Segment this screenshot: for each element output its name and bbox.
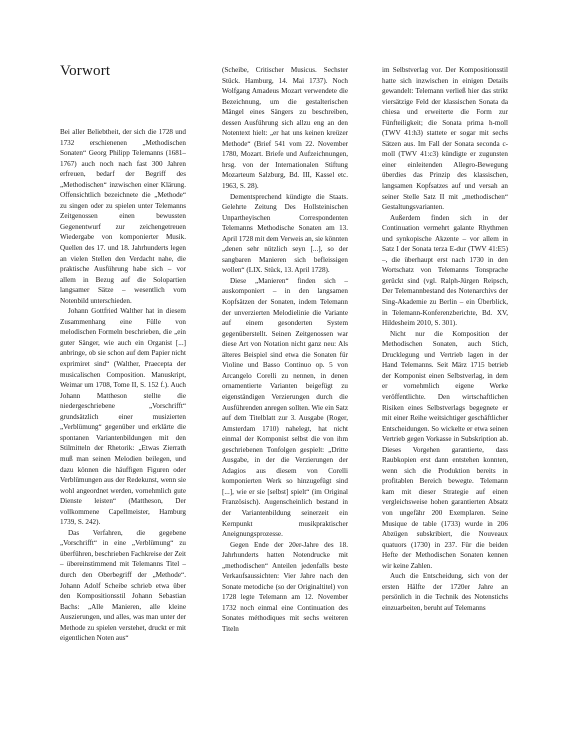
text-column-1	[60, 127, 186, 644]
paragraph: im Selbstverlag vor. Der Kompositionsstil hatte sich inzwischen in einigen Details gewandelt: Telemann verließ hier das strikt viersätzige Feld der klassischen Sonata da chiesa und erweiterte die Form zur Fünfteiligkeit; die Sonata prima h-moll (TWV 41:h3) stattete er sogar mit sechs Sätzen aus. Im Fall der Sonata seconda c-moll (TWV 41:c3) kündigte er zugunsten einer einleitenden Allegro-Bewegung überdies das Prinzip des klassischen, langsamen Kopfsatzes auf und versah an seiner Stelle Satz II mit „methodischen“ Gestaltungsvarianten.	[382, 66, 508, 212]
paragraph: Johann Gottfried Walther hat in diesem Zusammenhang eine Fülle von melodischen Formeln beschrieben, die „ein guter Sänger, wie auch ein Organist [...] anbringe, ob sie schon auf dem Papier nicht exprimiret sind“ (Walther, Praecepta der musicalischen Composition. Manuskript, Weimar um 1708, Tome II, S. 152 f.). Auch Johann Mattheson stellte die niedergeschriebene „Vorschrifft“ grundsätzlich einer musizierten „Verblümung“ gegenüber und erklärte die spontanen Variantenbildungen mit den Stilmitteln der Rhetorik: „Etwas Zierrath muß man seinen Melodien beilegen, und dazu können die häuffigen Figuren oder Verblümungen aus der Redekunst, wenn sie wohl angeordnet werden, vornehmlich gute Dienste leisten“ (Mattheson, Der vollkommene Capellmeister, Hamburg 1739, S. 242).	[60, 307, 186, 527]
page-title: Vorwort	[60, 63, 111, 79]
paragraph: Nicht nur die Komposition der Methodischen Sonaten, auch Stich, Drucklegung und Vertrieb lagen in der Hand Telemanns. Seit März 1715 betrieb der Komponist einen Selbstverlag, in dem er vornehmlich eigene Werke veröffentlichte. Den wirtschaftlichen Risiken eines Selbstverlags begegnete er mit einer Reihe weitsichtiger geschäftlicher Entscheidungen. So wickelte er etwa seinen Vertrieb gegen Vorkasse in Subskription ab. Dieses Vorgehen garantierte, dass Raubkopien erst dann entstehen konnten, wenn sich die Produktion bereits in profitablen Bereich bewegte. Telemann kam mit dieser Strategie auf einen vergleichsweise hohen garantierten Absatz von ungefähr 200 Exemplaren. Seine Musique de table (1733) wurde in 206 Abzügen subskribiert, die Nouveaux quatuors (1730) in 237. Für die beiden Hefte der Methodischen Sonaten kennen wir keine Zahlen.	[382, 329, 508, 570]
paragraph: (Scheibe, Critischer Musicus. Sechster Stück. Hamburg, 14. Mai 1737). Noch Wolfgang Amadeus Mozart verwendete die Bezeichnung, um die gestalterischen Mängel eines Sängers zu beschreiben, dessen Ausführung sich allzu eng an den Notentext hielt: „er hat uns keinen kreüzer Methode“ (Brief 541 vom 22. November 1780, Mozart. Briefe und Aufzeichnungen, hrsg. von der Internationalen Stiftung Mozarteum Salzburg, Bd. III, Kassel etc. 1963, S. 28).	[222, 66, 348, 191]
paragraph: Bei aller Beliebtheit, der sich die 1728 und 1732 erschienenen „Methodischen Sonaten“ Georg Philipp Telemanns (1681–1767) auch noch nach fast 300 Jahren erfreuen, bedarf der Begriff des „Methodischen“ inzwischen einer Klärung. Offensichtlich bezeichnete die „Methode“ zu singen oder zu spielen unter Telemanns Zeitgenossen einen bewussten Gegenentwurf zur zeichengetreuen Wiedergabe von komponierter Musik. Quellen des 17. und 18. Jahrhunderts legen an vielen Stellen den Verdacht nahe, die praktische Ausführung habe sich – vor allem in Bezug auf die Solopartien langsamer Sätze – wesentlich vom Notenbild unterschieden.	[60, 128, 186, 305]
paragraph: Außerdem finden sich in der Continuation vermehrt galante Rhythmen und synkopische Akzente – vor allem in Satz I der Sonata terza E-dur (TWV 41:E5) –, die überhaupt erst nach 1730 in den Wortschatz von Telemanns Tonsprache gerückt sind (vgl. Ralph-Jürgen Reipsch, Der Telemannbestand des Notenarchivs der Sing-Akademie zu Berlin – ein Überblick, in Telemann-Konferenzberichte, Bd. XV, Hildesheim 2010, S. 301).	[382, 213, 508, 328]
paragraph: Das Verfahren, die gegebene „Vorschrifft“ in eine „Verblümung“ zu überführen, beschrieben Fachkreise der Zeit – übereinstimmend mit Telemanns Titel – durch den Oberbegriff der „Methode“. Johann Adolf Scheibe schrieb etwa über den Kompositionsstil Johann Sebastian Bachs: „Alle Manieren, alle kleine Auszierungen, und alles, was man unter der Methode zu spielen verstehet, druckt er mit eigentlichen Noten aus“	[60, 528, 186, 643]
text-column-3	[382, 65, 508, 613]
paragraph: Gegen Ende der 20er-Jahre des 18. Jahrhunderts hatten Notendrucke mit „methodischen“ Anteilen jedenfalls beste Verkaufsaussichten: Vier Jahre nach den Sonate metodiche (so der Originaltitel) von 1728 legte Telemann am 12. November 1732 noch einmal eine Continuation des Sonates méthodiques mit sechs weiteren Titeln	[222, 540, 348, 633]
paragraph: Diese „Manieren“ finden sich – auskomponiert – in den langsamen Kopfsätzen der Sonaten, indem Telemann der unverzierten Melodielinie die Variante auf einem gesonderten System gegenüberstellt. Seinen Zeitgenossen war diese Art von Notation nicht ganz neu: Als älteres Beispiel sind etwa die Sonaten für Violine und Basso Continuo op. 5 von Arcangelo Corelli zu nennen, in denen ornamentierte Varianten beigefügt zu eigenständigen Verzierungen durch die Ausführenden anregen sollten. Wie ein Satz auf dem Titelblatt zur 3. Ausgabe (Roger, Amsterdam 1710) nahelegt, hat nicht einmal der Komponist selbst die von ihm geschriebenen Tonfolgen gespielt: „Dritte Ausgabe, in der die Verzierungen der Adagios aus diesem von Corelli komponierten Werk so hinzugefügt sind [...], wie er sie [selbst] spielt“ (im Original Französisch). Augenscheinlich bestand in der Variantenbildung seinerzeit ein Kernpunkt musikpraktischer Aneignungsprozesse.	[222, 276, 348, 539]
text-column-2	[222, 65, 348, 635]
paragraph: Auch die Entscheidung, sich von der ersten Hälfte der 1720er Jahre an persönlich in die Technik des Notenstichs einzuarbeiten, beruht auf Telemanns	[382, 572, 508, 612]
paragraph: Dementsprechend kündigte die Staats. Gelehrte Zeitung Des Hollsteinischen Unpartheyischen Correspondenten Telemanns Methodische Sonaten am 13. April 1728 mit dem Verweis an, sie könnten „denen sehr nützlich seyn [...], so der sangbaren Manieren sich befleissigen wollen“ (LIX. Stück, 13. April 1728).	[222, 192, 348, 275]
